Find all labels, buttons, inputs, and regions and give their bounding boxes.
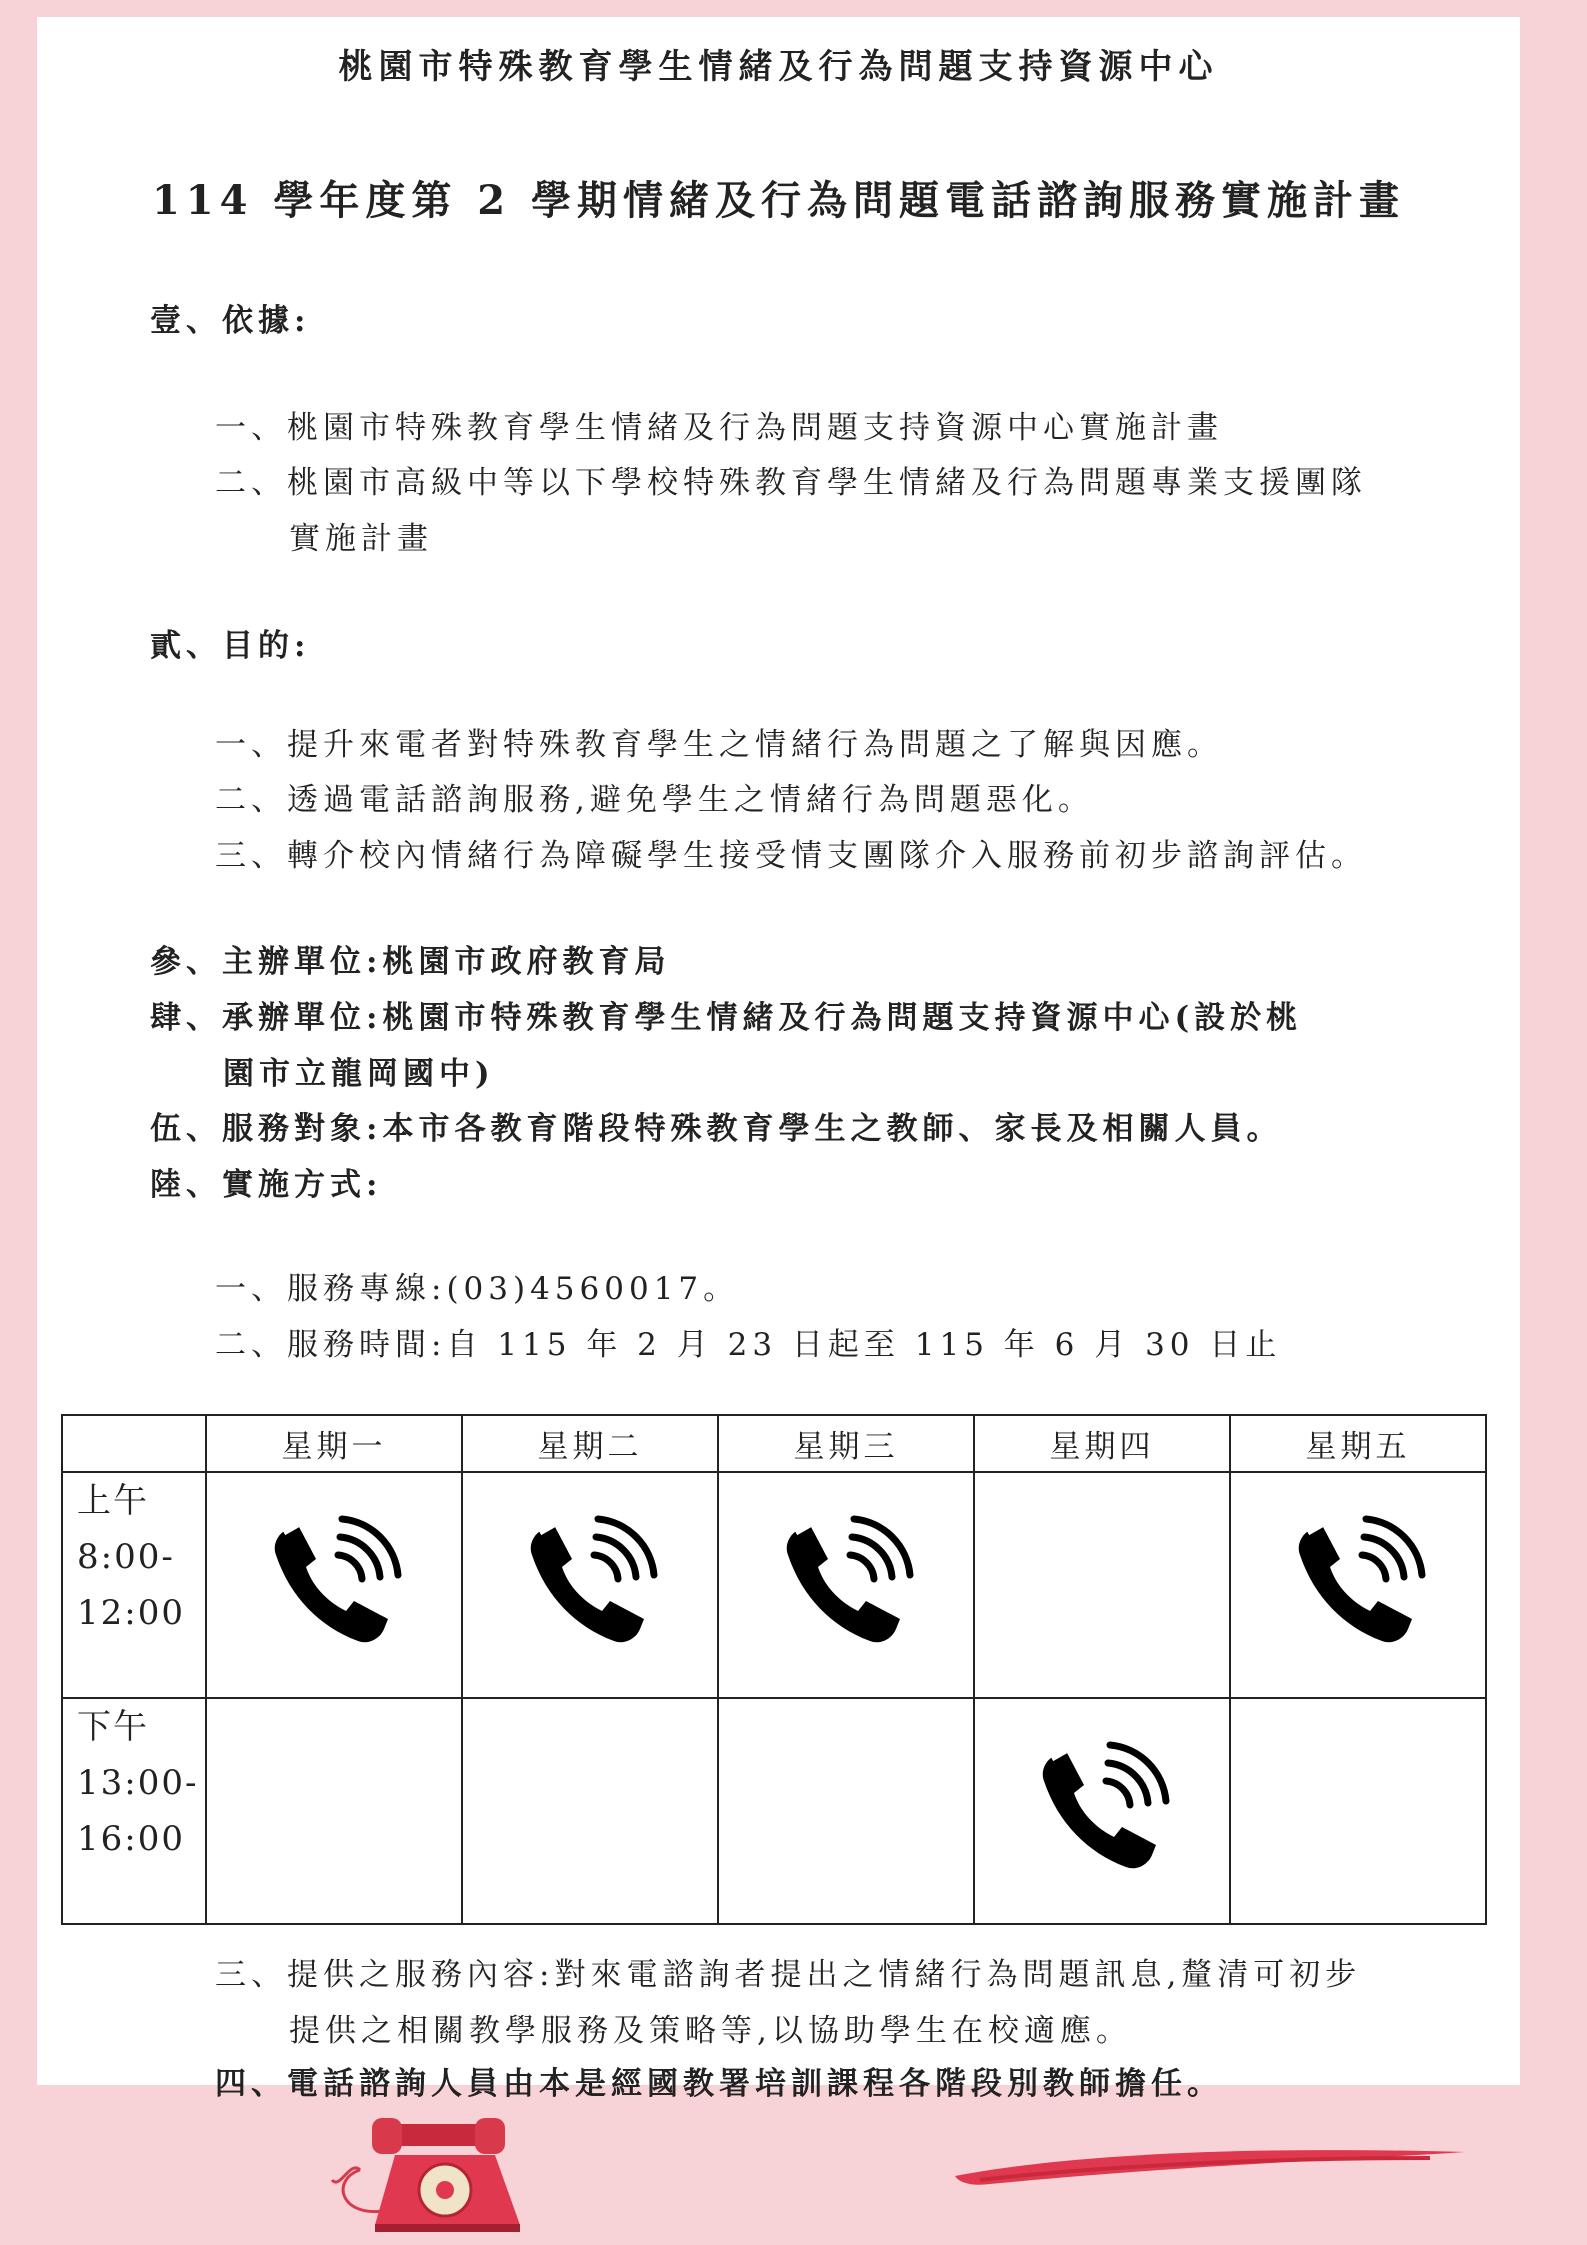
plan-title: 114 學年度第 2 學期情緒及行為問題電話諮詢服務實施計畫	[151, 177, 1406, 224]
content-line-2: 提供之相關教學服務及策略等,以協助學生在校適應。	[289, 2013, 1132, 2049]
telephone-ringing-icon	[254, 1503, 414, 1663]
day-header: 星期二	[462, 1415, 718, 1472]
content-line-1: 三、提供之服務內容:對來電諮詢者提出之情緒行為問題訊息,釐清可初步	[215, 1957, 1362, 1993]
basis-item-1: 一、桃園市特殊教育學生情緒及行為問題支持資源中心實施計畫	[215, 410, 1223, 446]
telephone-ringing-icon	[510, 1503, 670, 1663]
target-line: 伍、服務對象:本市各教育階段特殊教育學生之教師、家長及相關人員。	[150, 1111, 1283, 1147]
day-header: 星期一	[206, 1415, 462, 1472]
morning-cell	[462, 1472, 718, 1698]
afternoon-label-2: 13:00-	[77, 1763, 199, 1803]
basis-item-2-cont: 實施計畫	[289, 521, 433, 557]
period-line: 二、服務時間:自 115 年 2 月 23 日起至 115 年 6 月 30 日止	[215, 1327, 1282, 1363]
basis-item-2: 二、桃園市高級中等以下學校特殊教育學生情緒及行為問題專業支援團隊	[215, 465, 1367, 501]
organizer-line: 參、主辦單位:桃園市政府教育局	[150, 944, 671, 980]
red-rotary-telephone-icon	[320, 2100, 560, 2240]
day-header: 星期五	[1230, 1415, 1486, 1472]
afternoon-cell	[718, 1698, 974, 1924]
afternoon-cell	[206, 1698, 462, 1924]
section-basis-heading: 壹、依據:	[150, 303, 311, 339]
morning-cell	[1230, 1472, 1486, 1698]
afternoon-cell	[1230, 1698, 1486, 1924]
afternoon-label-1: 下午	[77, 1707, 149, 1747]
purpose-item-3: 三、轉介校內情緒行為障礙學生接受情支團隊介入服務前初步諮詢評估。	[215, 838, 1367, 874]
morning-row	[62, 1472, 1486, 1698]
afternoon-cell	[974, 1698, 1230, 1924]
schedule-corner	[62, 1415, 206, 1472]
purpose-item-1: 一、提升來電者對特殊教育學生之情緒行為問題之了解與因應。	[215, 727, 1223, 763]
section-purpose-heading: 貳、目的:	[150, 628, 311, 664]
afternoon-label	[62, 1698, 206, 1924]
morning-cell	[718, 1472, 974, 1698]
afternoon-label-3: 16:00	[77, 1819, 185, 1859]
day-header: 星期三	[718, 1415, 974, 1472]
schedule-table	[61, 1414, 1487, 1925]
telephone-ringing-icon	[1278, 1503, 1438, 1663]
purpose-item-2: 二、透過電話諮詢服務,避免學生之情緒行為問題惡化。	[215, 782, 1094, 818]
morning-cell	[974, 1472, 1230, 1698]
morning-label-1: 上午	[77, 1481, 149, 1521]
schedule-header-row	[62, 1415, 1486, 1472]
org-title: 桃園市特殊教育學生情緒及行為問題支持資源中心	[338, 47, 1219, 87]
morning-cell	[206, 1472, 462, 1698]
morning-label-3: 12:00	[77, 1593, 185, 1633]
staff-line: 四、電話諮詢人員由本是經國教署培訓課程各階段別教師擔任。	[215, 2066, 1223, 2102]
hotline-line: 一、服務專線:(03)4560017。	[215, 1271, 740, 1307]
day-header: 星期四	[974, 1415, 1230, 1472]
afternoon-cell	[462, 1698, 718, 1924]
red-brush-stroke	[950, 2134, 1470, 2194]
document-page	[37, 17, 1520, 2102]
telephone-ringing-icon	[766, 1503, 926, 1663]
morning-label	[62, 1472, 206, 1698]
afternoon-row	[62, 1698, 1486, 1924]
host-line-1: 肆、承辦單位:桃園市特殊教育學生情緒及行為問題支持資源中心(設於桃	[150, 1000, 1303, 1036]
morning-label-2: 8:00-	[77, 1537, 175, 1577]
section-method-heading: 陸、實施方式:	[150, 1167, 383, 1203]
host-line-2: 園市立龍岡國中)	[223, 1056, 495, 1092]
telephone-ringing-icon	[1022, 1729, 1182, 1889]
